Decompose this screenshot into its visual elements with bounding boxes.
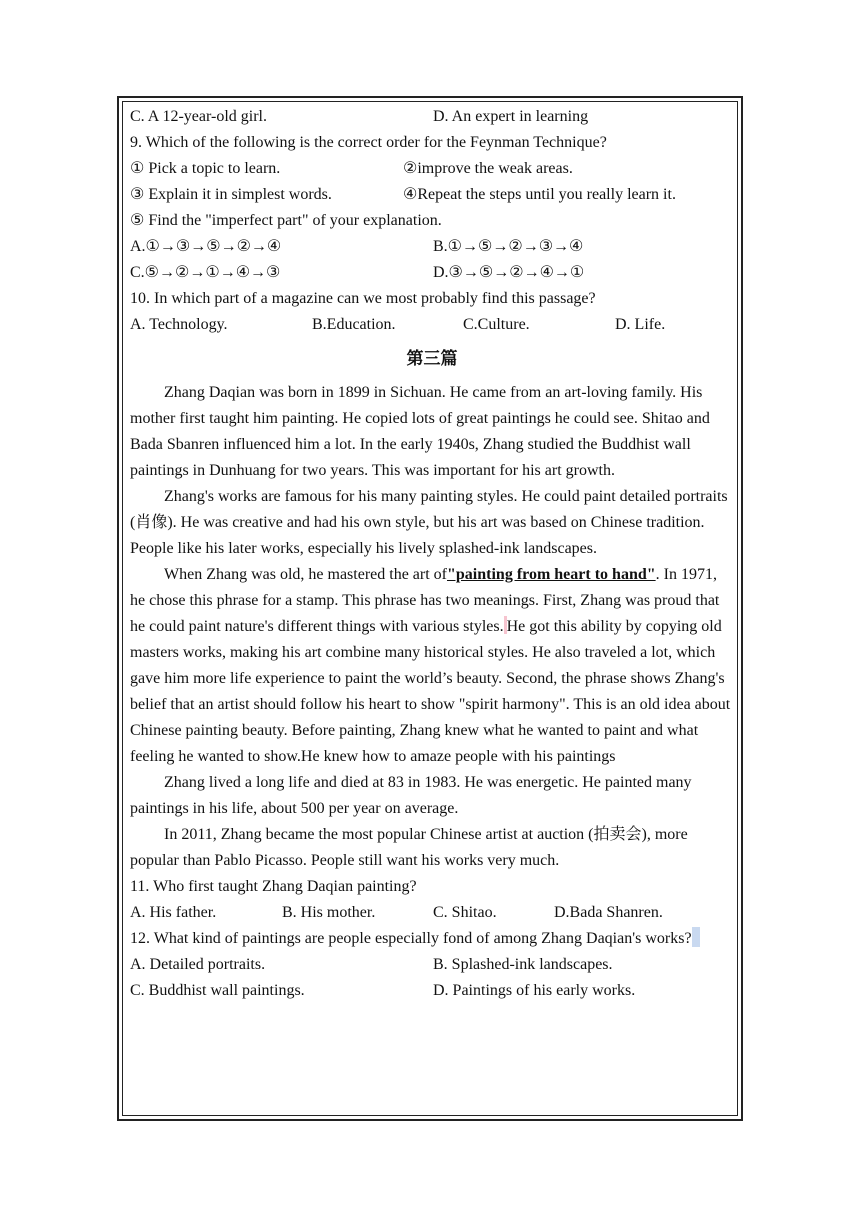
q9-options-row-1 bbox=[130, 234, 734, 260]
q11-question: 11. Who first taught Zhang Daqian painting? bbox=[130, 878, 417, 895]
q11-option-c: C. Shitao. bbox=[433, 904, 497, 921]
q12-question bbox=[130, 926, 734, 952]
q10-question: 10. In which part of a magazine can we most probably find this passage? bbox=[130, 290, 596, 307]
passage-paragraph-2: Zhang's works are famous for his many painting styles. He could paint detailed portraits (肖像). He was creative and had his own style, but his art was based on Chinese tradition. People like his later works, especially his lively splashed-ink landscapes. bbox=[130, 488, 728, 557]
q10-option-a: A. Technology. bbox=[130, 316, 228, 333]
q12-options-row-1 bbox=[130, 952, 734, 978]
passage-paragraph-1: Zhang Daqian was born in 1899 in Sichuan. He came from an art-loving family. His mother first taught him painting. He copied lots of great paintings he could see. Shitao and Bada Sbanren influenced him a lot. In the early 1940s, Zhang studied the Buddhist wall paintings in Dunhuang for two years. This was important for his art growth. bbox=[130, 384, 710, 479]
q11-options-row bbox=[130, 900, 734, 926]
q12-option-a: A. Detailed portraits. bbox=[130, 956, 266, 973]
q9-option-d: D.③→⑤→②→④→① bbox=[433, 264, 585, 281]
passage-paragraph-5: In 2011, Zhang became the most popular Chinese artist at auction (拍卖会), more popular than Pablo Picasso. People still want his works very much. bbox=[130, 826, 688, 869]
passage-paragraph-4: Zhang lived a long life and died at 83 in 1983. He was energetic. He painted many paintings in his life, about 500 per year on average. bbox=[130, 774, 692, 817]
q9-step-3: ③ Explain it in simplest words. bbox=[130, 186, 332, 203]
q11-option-b: B. His mother. bbox=[282, 904, 376, 921]
q12-question-text: 12. What kind of paintings are people especially fond of among Zhang Daqian's works? bbox=[130, 930, 692, 947]
q12-options-row-2 bbox=[130, 978, 734, 1004]
q12-option-c: C. Buddhist wall paintings. bbox=[130, 982, 305, 999]
q8-option-d: D. An expert in learning bbox=[433, 108, 589, 125]
q11-option-a: A. His father. bbox=[130, 904, 217, 921]
q9-option-a: A.①→③→⑤→②→④ bbox=[130, 238, 282, 255]
q9-options-row-2 bbox=[130, 260, 734, 286]
q9-steps-row-1 bbox=[130, 156, 734, 182]
selection-highlight bbox=[692, 927, 700, 947]
document-body bbox=[130, 104, 734, 1004]
paragraph-3-lead: When Zhang was old, he mastered the art of bbox=[164, 566, 448, 583]
stamp-phrase: "painting from heart to hand" bbox=[447, 566, 656, 583]
q9-option-b: B.①→⑤→②→③→④ bbox=[433, 238, 584, 255]
q9-question: 9. Which of the following is the correct order for the Feynman Technique? bbox=[130, 134, 607, 151]
passage-paragraph-3 bbox=[130, 562, 734, 770]
q9-step-1: ① Pick a topic to learn. bbox=[130, 160, 281, 177]
q9-steps-row-2 bbox=[130, 182, 734, 208]
q12-option-b: B. Splashed-ink landscapes. bbox=[433, 956, 613, 973]
q10-options-row bbox=[130, 312, 734, 338]
q8-option-c: C. A 12-year-old girl. bbox=[130, 108, 267, 125]
q10-option-b: B.Education. bbox=[312, 316, 396, 333]
q10-option-c: C.Culture. bbox=[463, 316, 530, 333]
section-heading: 第三篇 bbox=[406, 349, 458, 369]
q9-step-5: ⑤ Find the "imperfect part" of your explanation. bbox=[130, 212, 442, 229]
paragraph-3-middle: . In 1971, he chose this phrase for a stamp. This phrase has two meanings. First, Zhang was proud that he could paint nature's different things with various styles. bbox=[130, 566, 720, 635]
q9-option-c: C.⑤→②→①→④→③ bbox=[130, 264, 281, 281]
q10-option-d: D. Life. bbox=[615, 316, 666, 333]
q9-step-2: ②improve the weak areas. bbox=[403, 160, 573, 177]
q11-option-d: D.Bada Shanren. bbox=[554, 904, 663, 921]
q12-option-d: D. Paintings of his early works. bbox=[433, 982, 636, 999]
paragraph-3-rest: He got this ability by copying old masters works, making his art combine many historical styles. He also traveled a lot, which gave him more life experience to paint the world’s beauty. Second, the phrase shows Zhang's belief that an artist should follow his heart to show "spirit harmony". This is an old idea about Chinese painting beauty. Before painting, Zhang knew what he wanted to paint and what feeling he wanted to show.He knew how to amaze people with his paintings bbox=[130, 618, 731, 765]
q8-options-row bbox=[130, 104, 734, 130]
q9-step-4: ④Repeat the steps until you really learn it. bbox=[403, 186, 676, 203]
